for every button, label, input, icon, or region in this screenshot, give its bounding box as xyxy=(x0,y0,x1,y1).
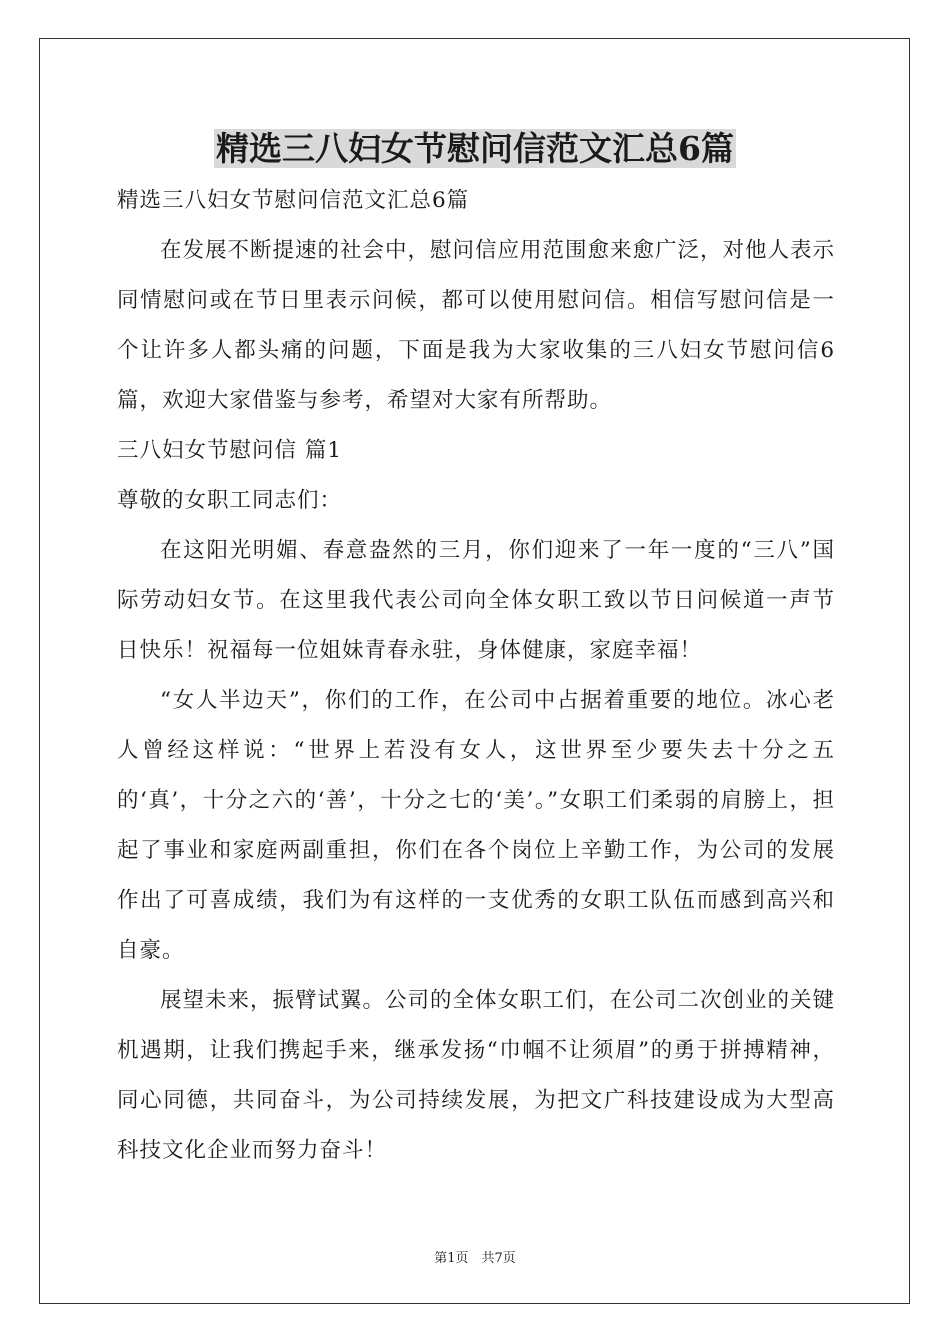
page-number: 第1页 共7页 xyxy=(434,1251,516,1266)
salutation: 尊敬的女职工同志们： xyxy=(117,488,343,513)
body-paragraph: 精选三八妇女节慰问信范文汇总6篇 xyxy=(117,188,470,213)
body-paragraph: 在发展不断提速的社会中，慰问信应用范围愈来愈广泛，对他人表示同情慰问或在节日里表示问候，都可以使用慰问信。相信写慰问信是一个让许多人都头痛的问题，下面是我为大家收集的三八妇女节慰问信6篇，欢迎大家借鉴与参考，希望对大家有所帮助。 xyxy=(117,238,836,413)
document-title xyxy=(0,123,950,175)
document-title-text: 精选三八妇女节慰问信范文汇总6篇 xyxy=(216,129,734,168)
body-paragraph: “女人半边天”，你们的工作，在公司中占据着重要的地位。冰心老人曾经这样说：“世界上若没有女人，这世界至少要失去十分之五的‘真’，十分之六的‘善’，十分之七的‘美’。”女职工们柔弱的肩膀上，担起了事业和家庭两副重担，你们在各个岗位上辛勤工作，为公司的发展作出了可喜成绩，我们为有这样的一支优秀的女职工队伍而感到高兴和自豪。 xyxy=(117,688,835,963)
section-heading: 三八妇女节慰问信 篇1 xyxy=(117,438,343,463)
document-body xyxy=(117,176,835,1176)
body-paragraph: 展望未来，振臂试翼。公司的全体女职工们，在公司二次创业的关键机遇期，让我们携起手来，继承发扬“巾帼不让须眉”的勇于拼搏精神，同心同德，共同奋斗，为公司持续发展，为把文广科技建设成为大型高科技文化企业而努力奋斗！ xyxy=(117,988,836,1163)
body-paragraph: 在这阳光明媚、春意盎然的三月，你们迎来了一年一度的“三八”国际劳动妇女节。在这里我代表公司向全体女职工致以节日问候道一声节日快乐！祝福每一位姐妹青春永驻，身体健康，家庭幸福！ xyxy=(117,538,835,663)
